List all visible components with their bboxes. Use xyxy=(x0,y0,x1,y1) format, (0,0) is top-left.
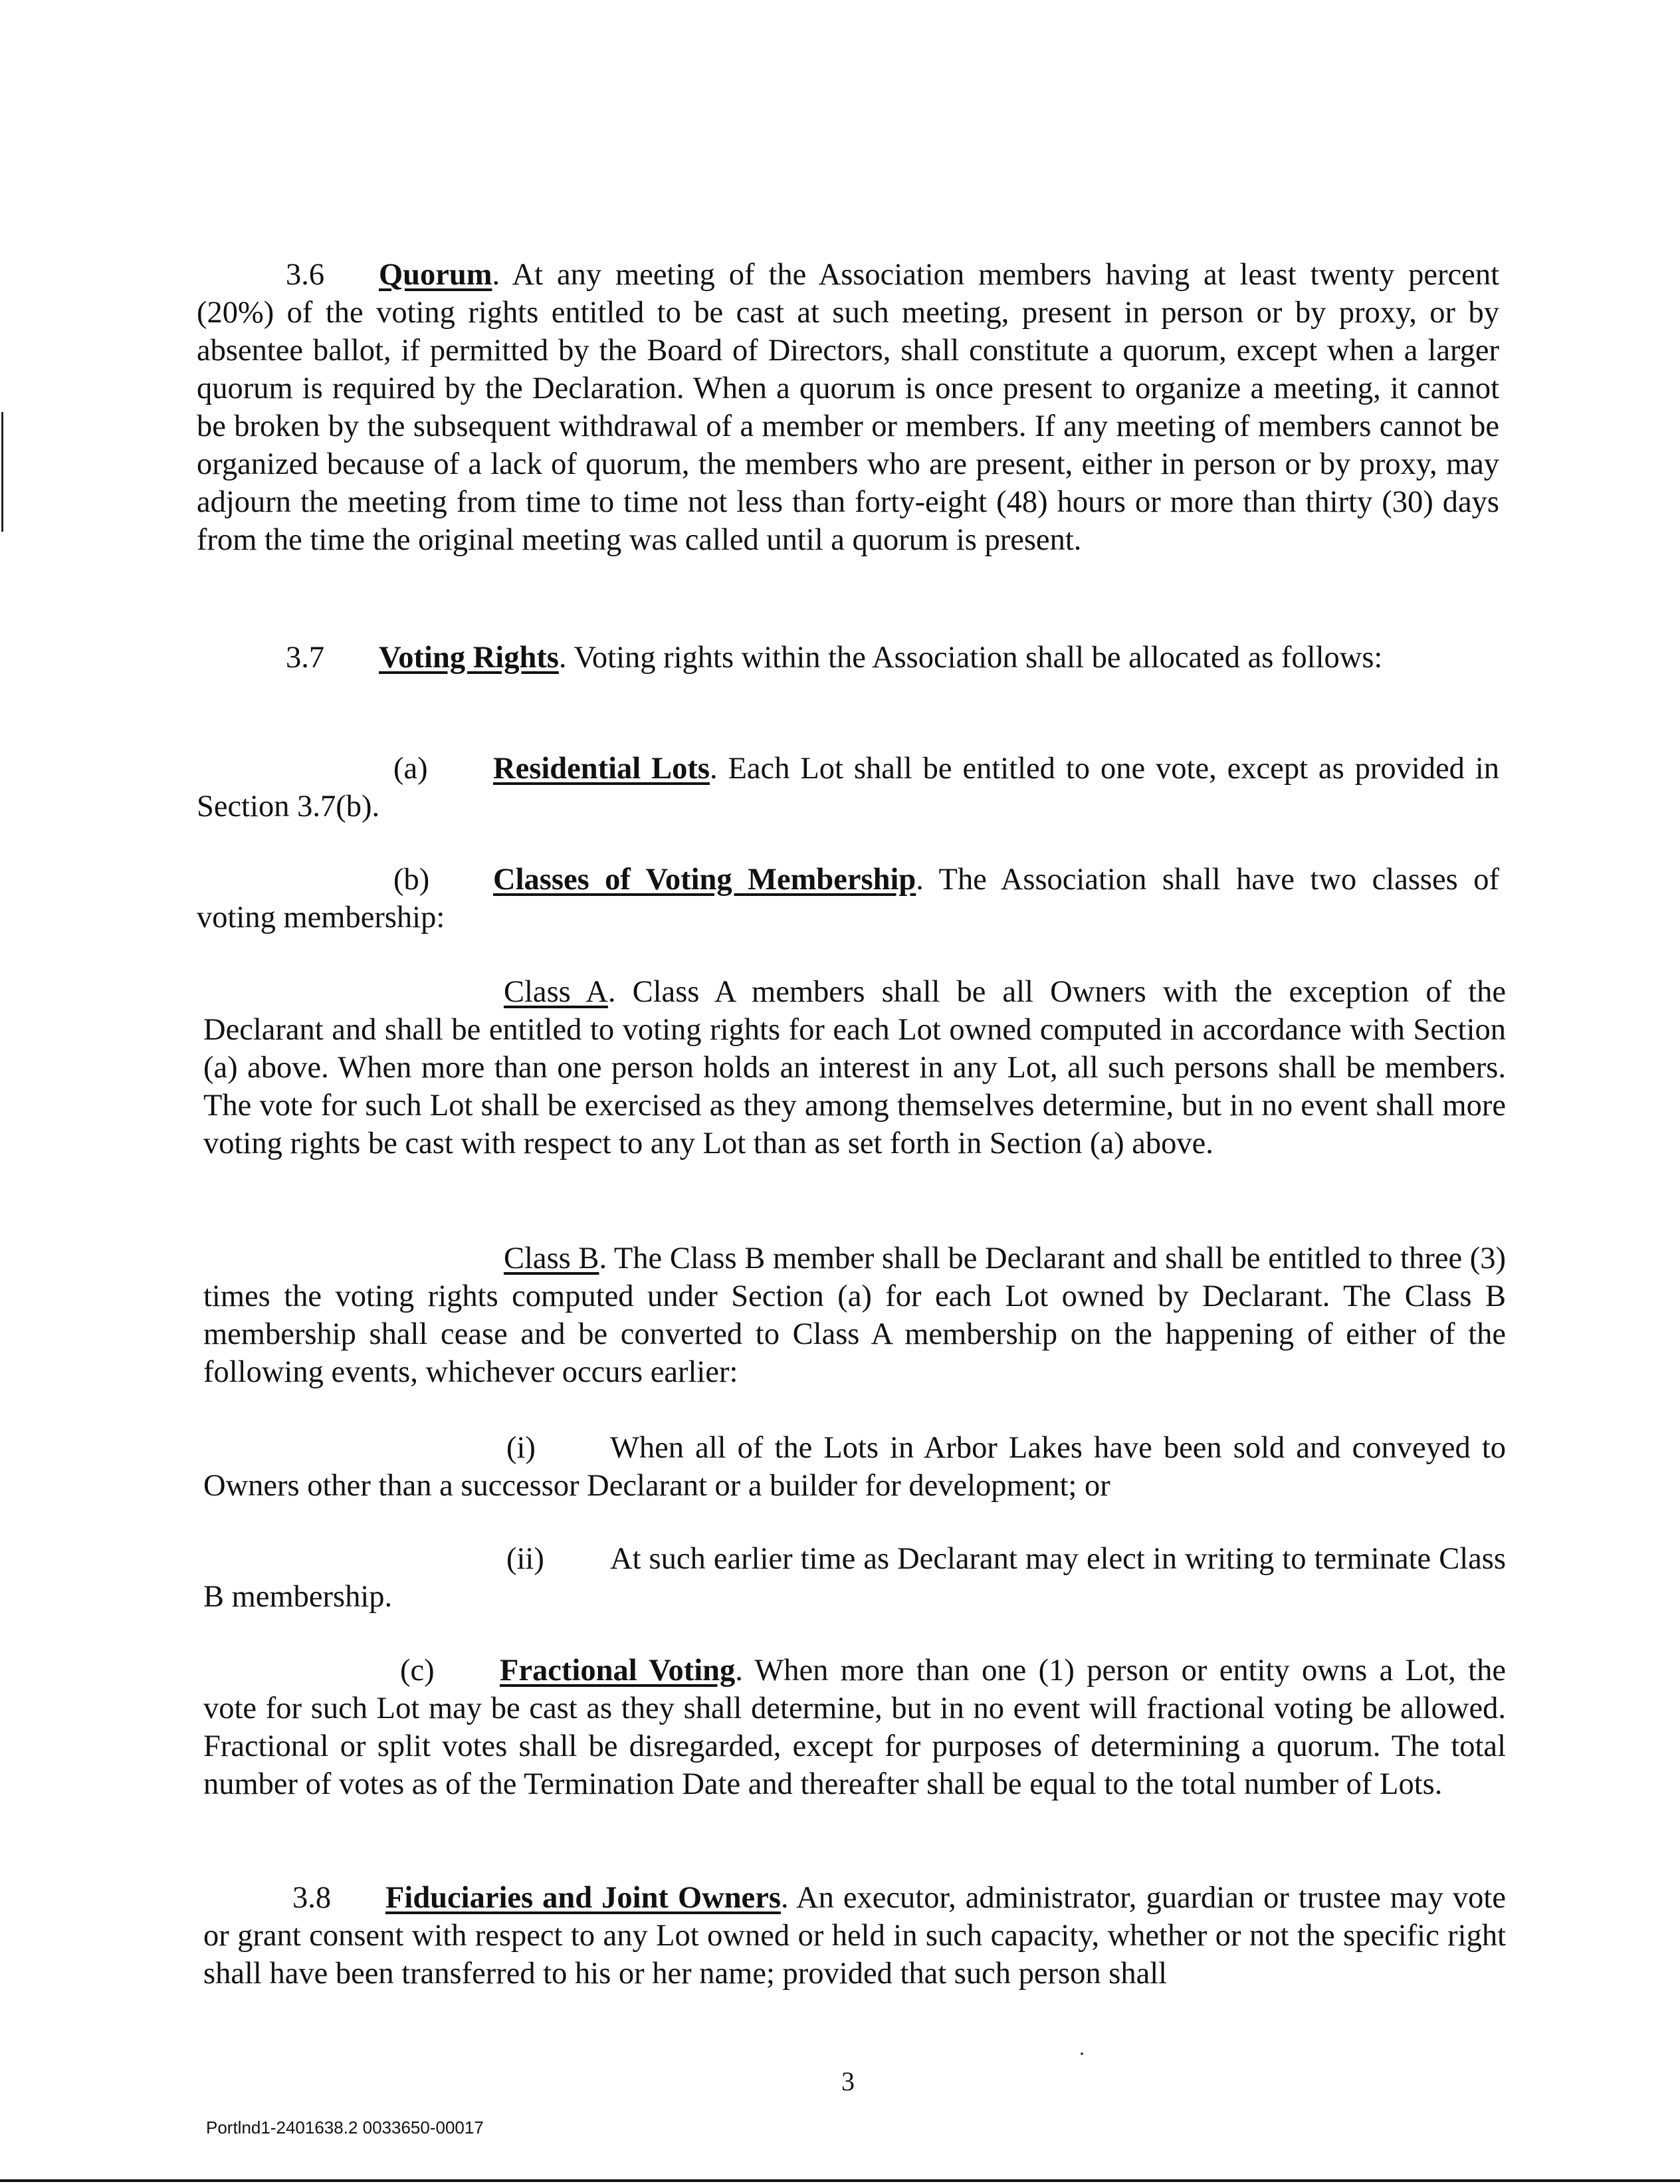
section-body-text: . At any meeting of the Association members having at least twenty percent (20%) of the voting rights entitled to be cast at such meeting, present in person or by proxy, or by absentee ballot, if permitted by the Board of Directors, shall constitute a quorum, except when a larger quorum is required by the Declaration. When a quorum is once present to organize a meeting, it cannot be broken by the subsequent withdrawal of a member or members. If any meeting of members cannot be organized because of a lack of quorum, the members who are present, either in person or by proxy, may adjourn the meeting from time to time not less than forty-eight (48) hours or more than thirty (30) days from the time the original meeting was called until a quorum is present. xyxy=(197,258,1499,557)
scan-margin-mark xyxy=(1,412,3,532)
section-body-text: . An executor, administrator, guardian or trustee may vote or grant consent with respect to any Lot owned or held in such capacity, whether or not the specific right shall have been transferred to his or her name; provided that such person shall xyxy=(203,1881,1506,1991)
section-heading-voting-rights: Voting Rights xyxy=(379,641,559,675)
section-number: 3.8 xyxy=(292,1881,332,1915)
subsection-heading-residential-lots: Residential Lots xyxy=(493,752,710,786)
section-number: 3.6 xyxy=(286,258,325,292)
scan-speck xyxy=(1081,2052,1083,2055)
page-number: 3 xyxy=(841,2066,855,2096)
subsection-label: (b) xyxy=(393,863,430,897)
class-a-heading: Class A xyxy=(504,975,608,1009)
item-label: (i) xyxy=(506,1431,536,1465)
item-body-text: When all of the Lots in Arbor Lakes have been sold and conveyed to Owners other than a successor Declarant or a builder for development; or xyxy=(203,1431,1506,1503)
class-b-body-text: . The Class B member shall be Declarant and shall be entitled to three (3) times the voting rights computed under Section (a) for each Lot owned by Declarant. The Class B membership shall cease and be converted to Class A membership on the happening of either of the following events, whichever occurs earlier: xyxy=(203,1242,1507,1389)
item-label: (ii) xyxy=(506,1542,544,1576)
class-a-body-text: . Class A members shall be all Owners with the exception of the Declarant and shall be entitled to voting rights for each Lot owned computed in accordance with Section (a) above. When more than one person holds an interest in any Lot, all such persons shall be members. The vote for such Lot shall be exercised as they among themselves determine, but in no event shall more voting rights be cast with respect to any Lot than as set forth in Section (a) above. xyxy=(203,975,1506,1160)
document-id: Portlnd1-2401638.2 0033650-00017 xyxy=(206,2118,484,2137)
section-heading-quorum: Quorum xyxy=(379,258,492,292)
subsection-body-text: . Each Lot shall be entitled to one vote, except as provided in Section 3.7(b). xyxy=(197,752,1499,823)
subsection-heading-classes: Classes of Voting Membership xyxy=(493,863,916,897)
section-heading-fiduciaries: Fiduciaries and Joint Owners xyxy=(385,1881,781,1915)
subsection-body-text: . When more than one (1) person or entity owns a Lot, the vote for such Lot may be cast as they shall determine, but in no event will fractional voting be allowed. Fractional or split votes shall be disregarded, except for purposes of determining a quorum. The total number of votes as of the Termination Date and thereafter shall be equal to the total number of Lots. xyxy=(203,1654,1506,1801)
class-b-heading: Class B xyxy=(504,1242,599,1275)
section-body-text: . Voting rights within the Association shall be allocated as follows: xyxy=(558,641,1383,675)
item-body-text: At such earlier time as Declarant may elect in writing to terminate Class B membership. xyxy=(203,1542,1506,1614)
subsection-label: (a) xyxy=(393,752,428,786)
bottom-scan-edge xyxy=(0,2179,1680,2182)
subsection-label: (c) xyxy=(400,1654,435,1688)
section-number: 3.7 xyxy=(286,641,325,675)
subsection-heading-fractional-voting: Fractional Voting xyxy=(500,1654,736,1688)
subsection-body-text: . The Association shall have two classes of voting membership: xyxy=(197,863,1499,934)
